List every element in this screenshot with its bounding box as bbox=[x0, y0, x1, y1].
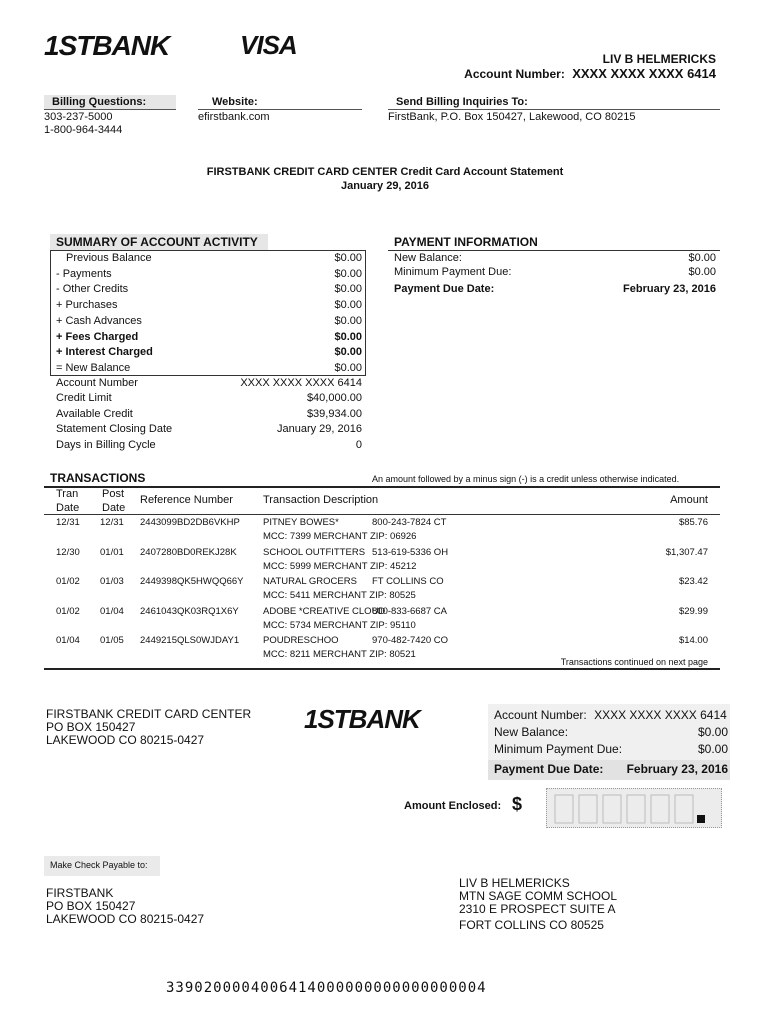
sender-name: FIRSTBANK CREDIT CARD CENTER bbox=[46, 707, 252, 721]
summary-title: SUMMARY OF ACCOUNT ACTIVITY bbox=[50, 234, 268, 250]
amount-enclosed-label: Amount Enclosed: bbox=[404, 800, 502, 812]
phone-1: 303-237-5000 bbox=[44, 111, 113, 123]
transactions-note: An amount followed by a minus sign (-) is a credit unless otherwise indicated. bbox=[372, 474, 680, 484]
customer-line-2: MTN SAGE COMM SCHOOL bbox=[459, 889, 618, 903]
transaction-desc: PITNEY BOWES* bbox=[263, 517, 339, 528]
summary-detail-label: Statement Closing Date bbox=[56, 423, 173, 436]
new-balance-label: New Balance: bbox=[394, 252, 462, 264]
transaction-mcc: MCC: 5999 MERCHANT ZIP: 45212 bbox=[263, 560, 417, 572]
summary-row-label: + Cash Advances bbox=[56, 314, 142, 327]
summary-row bbox=[56, 362, 362, 374]
summary-row bbox=[66, 252, 362, 264]
payee-city: LAKEWOOD CO 80215-0427 bbox=[46, 912, 205, 926]
coupon-account bbox=[494, 708, 727, 722]
summary-detail-value: January 29, 2016 bbox=[276, 423, 362, 436]
transaction-post: 01/05 bbox=[100, 635, 124, 646]
amount-boxes-icon bbox=[547, 789, 723, 829]
transaction-tran: 01/04 bbox=[56, 635, 80, 646]
transaction-phone: 800-833-6687 CA bbox=[372, 605, 447, 617]
coupon-min-due bbox=[494, 742, 728, 756]
transaction-ref: 2461043QK03RQ1X6Y bbox=[140, 605, 239, 617]
transaction-phone: FT COLLINS CO bbox=[372, 576, 444, 587]
transaction-tran: 12/31 bbox=[56, 517, 80, 528]
transaction-desc: NATURAL GROCERS bbox=[263, 576, 357, 587]
summary-detail-row bbox=[56, 377, 362, 389]
summary-detail-row bbox=[56, 423, 362, 435]
transaction-amount: $14.00 bbox=[678, 635, 708, 646]
summary-row-value: $0.00 bbox=[334, 314, 362, 327]
coupon-due-date bbox=[494, 762, 728, 776]
payee-name: FIRSTBANK bbox=[46, 886, 114, 900]
transaction-amount: $85.76 bbox=[678, 517, 708, 528]
summary-row-label: Previous Balance bbox=[66, 252, 152, 264]
coupon-new-balance-label: New Balance: bbox=[494, 725, 569, 739]
transactions-header-rule bbox=[44, 514, 720, 515]
transaction-tran: 01/02 bbox=[56, 576, 80, 587]
min-due-value: $0.00 bbox=[688, 266, 716, 278]
inquiries-address: FirstBank, P.O. Box 150427, Lakewood, CO 80215 bbox=[388, 111, 636, 123]
transaction-mcc: MCC: 5411 MERCHANT ZIP: 80525 bbox=[263, 590, 416, 601]
transaction-desc: SCHOOL OUTFITTERS bbox=[263, 546, 366, 558]
summary-row-label: - Payments bbox=[56, 267, 112, 280]
summary-row-label: = New Balance bbox=[56, 361, 131, 374]
payment-new-balance bbox=[394, 252, 716, 264]
summary-row bbox=[56, 283, 362, 295]
transaction-post: 01/03 bbox=[100, 576, 124, 587]
continued-note: Transactions continued on next page bbox=[560, 657, 708, 667]
col-amount: Amount bbox=[670, 494, 708, 506]
visa-logo: VISA bbox=[240, 30, 297, 60]
phone-2: 1-800-964-3444 bbox=[44, 124, 123, 136]
summary-row-label: + Fees Charged bbox=[56, 330, 139, 343]
new-balance-value: $0.00 bbox=[688, 252, 716, 264]
summary-detail-value: $39,934.00 bbox=[306, 407, 362, 420]
customer-name: LIV B HELMERICKS bbox=[459, 876, 570, 890]
transaction-ref: 2449398QK5HWQQ66Y bbox=[140, 576, 244, 587]
summary-row-value: $0.00 bbox=[334, 267, 362, 280]
col-tran: Tran bbox=[56, 488, 79, 500]
summary-row-label: - Other Credits bbox=[56, 283, 129, 296]
transaction-desc: POUDRESCHOO bbox=[263, 635, 339, 646]
summary-detail-label: Account Number bbox=[56, 377, 138, 389]
summary-row-value: $0.00 bbox=[334, 346, 362, 359]
payable-label: Make Check Payable to: bbox=[50, 860, 148, 870]
col-desc: Transaction Description bbox=[263, 494, 379, 506]
payment-title: PAYMENT INFORMATION bbox=[388, 234, 720, 251]
header-account bbox=[464, 66, 716, 81]
due-date-value: February 23, 2016 bbox=[623, 283, 716, 295]
transaction-ref: 2443099BD2DB6VKHP bbox=[140, 517, 240, 528]
summary-row bbox=[56, 299, 362, 311]
transaction-post: 12/31 bbox=[100, 517, 124, 528]
summary-row bbox=[56, 268, 362, 280]
summary-row-label: + Purchases bbox=[56, 299, 118, 312]
col-tran-2: Date bbox=[56, 502, 80, 514]
col-ref: Reference Number bbox=[140, 494, 233, 506]
summary-row-value: $0.00 bbox=[334, 361, 362, 374]
amount-enclosed-dollar: $ bbox=[512, 794, 523, 814]
billing-label: Billing Questions: bbox=[44, 95, 176, 110]
summary-detail-row bbox=[56, 392, 362, 404]
summary-detail-value: XXXX XXXX XXXX 6414 bbox=[240, 377, 362, 389]
inquiries-label: Send Billing Inquiries To: bbox=[388, 95, 720, 110]
customer-line-3: 2310 E PROSPECT SUITE A bbox=[459, 902, 616, 916]
micr-line: 3390200004006414000000000000000004 bbox=[166, 980, 487, 996]
holder-name: LIV B HELMERICKS bbox=[602, 52, 716, 66]
summary-row-value: $0.00 bbox=[334, 283, 362, 296]
coupon-new-balance bbox=[494, 725, 728, 739]
transaction-tran: 01/02 bbox=[56, 605, 80, 617]
summary-row bbox=[56, 315, 362, 327]
coupon-min-due-value: $0.00 bbox=[697, 742, 728, 756]
transaction-phone: 513-619-5336 OH bbox=[372, 546, 449, 558]
transaction-mcc: MCC: 5734 MERCHANT ZIP: 95110 bbox=[263, 619, 416, 631]
statement-title: FIRSTBANK CREDIT CARD CENTER Credit Card Account Statement bbox=[206, 166, 564, 178]
transaction-amount: $23.42 bbox=[678, 576, 708, 587]
payee-box: PO BOX 150427 bbox=[46, 899, 136, 913]
coupon-account-number: XXXX XXXX XXXX 6414 bbox=[594, 708, 727, 722]
website-label: Website: bbox=[198, 95, 362, 110]
transaction-mcc: MCC: 8211 MERCHANT ZIP: 80521 bbox=[263, 649, 416, 660]
coupon-account-label: Account Number: bbox=[494, 708, 587, 722]
transaction-amount: $1,307.47 bbox=[665, 546, 708, 558]
bank-logo: 1STBANK bbox=[44, 30, 170, 61]
coupon-bank-logo: 1STBANK bbox=[304, 704, 420, 734]
sender-city: LAKEWOOD CO 80215-0427 bbox=[46, 733, 205, 747]
statement-date: January 29, 2016 bbox=[340, 180, 430, 192]
transactions-top-rule bbox=[44, 486, 720, 488]
transactions-title: TRANSACTIONS bbox=[50, 471, 146, 485]
payment-min-due bbox=[394, 266, 716, 278]
summary-detail-row bbox=[56, 439, 362, 451]
payment-due-date bbox=[394, 283, 716, 295]
transaction-desc: ADOBE *CREATIVE CLOUD bbox=[263, 605, 386, 617]
summary-detail-label: Days in Billing Cycle bbox=[56, 438, 156, 451]
transaction-mcc: MCC: 7399 MERCHANT ZIP: 06926 bbox=[263, 531, 417, 542]
account-number: XXXX XXXX XXXX 6414 bbox=[572, 66, 716, 81]
transactions-bottom-rule bbox=[44, 668, 720, 670]
amount-enclosed-input[interactable] bbox=[546, 788, 722, 828]
transaction-post: 01/01 bbox=[100, 546, 124, 558]
col-post-2: Date bbox=[102, 502, 126, 514]
transaction-post: 01/04 bbox=[100, 605, 124, 617]
transaction-phone: 970-482-7420 CO bbox=[372, 635, 449, 646]
transaction-ref: 2407280BD0REKJ28K bbox=[140, 546, 237, 558]
summary-row bbox=[56, 346, 362, 358]
coupon-due-date-value: February 23, 2016 bbox=[626, 762, 728, 776]
due-date-label: Payment Due Date: bbox=[394, 283, 495, 295]
website-link[interactable]: efirstbank.com bbox=[198, 111, 270, 123]
summary-row-value: $0.00 bbox=[334, 252, 362, 264]
coupon-new-balance-value: $0.00 bbox=[697, 725, 728, 739]
transaction-amount: $29.99 bbox=[678, 605, 708, 617]
summary-detail-value: 0 bbox=[355, 438, 362, 451]
account-label: Account Number: bbox=[464, 67, 565, 81]
coupon-min-due-label: Minimum Payment Due: bbox=[494, 742, 623, 756]
transaction-ref: 2449215QLS0WJDAY1 bbox=[140, 635, 240, 646]
sender-box: PO BOX 150427 bbox=[46, 720, 136, 734]
summary-row bbox=[56, 331, 362, 343]
summary-detail-row bbox=[56, 408, 362, 420]
coupon-due-date-label: Payment Due Date: bbox=[494, 762, 604, 776]
summary-detail-label: Available Credit bbox=[56, 407, 133, 420]
col-post: Post bbox=[102, 488, 125, 500]
transaction-tran: 12/30 bbox=[56, 546, 80, 558]
summary-detail-value: $40,000.00 bbox=[306, 392, 362, 405]
summary-detail-label: Credit Limit bbox=[56, 392, 112, 405]
min-due-label: Minimum Payment Due: bbox=[394, 266, 512, 278]
transaction-phone: 800-243-7824 CT bbox=[372, 517, 447, 528]
summary-row-value: $0.00 bbox=[334, 299, 362, 312]
summary-row-value: $0.00 bbox=[334, 330, 362, 343]
summary-row-label: + Interest Charged bbox=[56, 346, 153, 359]
customer-city: FORT COLLINS CO 80525 bbox=[459, 918, 604, 932]
